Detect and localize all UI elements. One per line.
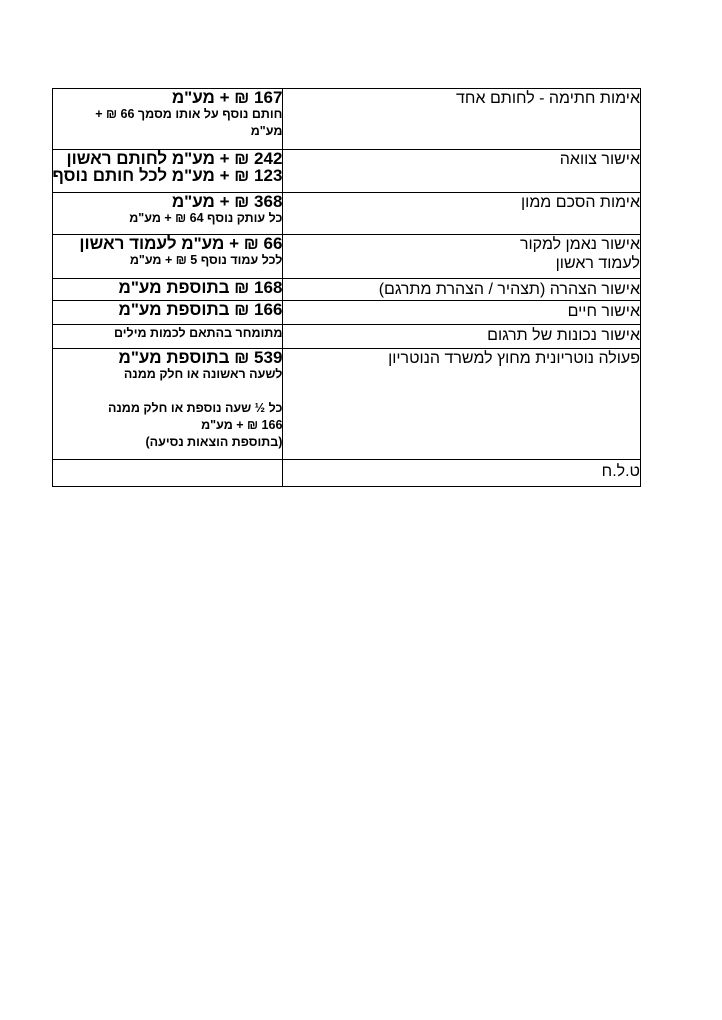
fee-detail: חותם נוסף על אותו מסמך 66 ₪ + (95, 107, 283, 121)
fee-cell (53, 235, 283, 279)
fee-cell (53, 301, 283, 325)
fee-price: 123 ₪ + מע"מ לכל חותם נוסף (52, 166, 283, 185)
fee-price: 66 ₪ + מע"מ לעמוד ראשון (79, 234, 283, 253)
fee-detail: מתומחר בהתאם לכמות מילים (114, 326, 283, 340)
service-cell (283, 349, 641, 460)
service-name: אימות הסכם ממון (521, 194, 640, 211)
fee-detail: מע"מ (250, 124, 283, 138)
fee-detail: (בתוספת הוצאות נסיעה) (145, 435, 283, 449)
fee-cell (53, 89, 283, 150)
fee-detail: לכל עמוד נוסף 5 ₪ + מע"מ (129, 253, 283, 267)
service-cell (283, 235, 641, 279)
fee-price: 167 ₪ + מע"מ (171, 88, 283, 107)
fee-cell (53, 325, 283, 349)
table-row (53, 150, 641, 193)
fee-spacer (53, 383, 282, 400)
fee-price: 168 ₪ בתוספת מע"מ (118, 278, 283, 297)
service-cell (283, 279, 641, 301)
notary-fees-table (52, 88, 641, 487)
service-name: אישור חיים (567, 303, 640, 320)
service-name: אישור צוואה (559, 151, 640, 168)
fee-detail: לשעה ראשונה או חלק ממנה (123, 367, 283, 381)
fee-detail: כל ½ שעה נוספת או חלק ממנה (107, 401, 283, 415)
service-name: אישור נכונות של תרגום (487, 327, 640, 344)
service-cell (283, 301, 641, 325)
fee-price: 368 ₪ + מע"מ (171, 192, 283, 211)
fee-detail: 166 ₪ + מע"מ (201, 418, 283, 432)
service-name: ט.ל.ח (601, 463, 640, 480)
service-name: לעמוד ראשון (555, 255, 640, 272)
fee-cell (53, 150, 283, 193)
fee-detail: כל עותק נוסף 64 ₪ + מע"מ (129, 211, 283, 225)
service-cell (283, 325, 641, 349)
fee-price: 166 ₪ בתוספת מע"מ (118, 300, 283, 319)
fee-cell (53, 279, 283, 301)
table-row (53, 325, 641, 349)
service-name: אישור נאמן למקור (519, 236, 640, 253)
fee-cell (53, 349, 283, 460)
service-cell (283, 89, 641, 150)
service-cell (283, 460, 641, 487)
service-cell (283, 150, 641, 193)
service-name: אישור הצהרה (תצהיר / הצהרת מתרגם) (378, 281, 640, 298)
table-row (53, 235, 641, 279)
fee-price: 539 ₪ בתוספת מע"מ (118, 348, 283, 367)
service-name: פעולה נוטריונית מחוץ למשרד הנוטריון (388, 350, 640, 367)
table-row (53, 279, 641, 301)
service-name: אימות חתימה - לחותם אחד (456, 90, 640, 107)
table-row (53, 89, 641, 150)
fee-price: 242 ₪ + מע"מ לחותם ראשון (66, 149, 283, 168)
fee-cell (53, 460, 283, 487)
table-row (53, 349, 641, 460)
service-cell (283, 193, 641, 235)
fee-cell (53, 193, 283, 235)
table-row (53, 460, 641, 487)
table-row (53, 193, 641, 235)
table-row (53, 301, 641, 325)
